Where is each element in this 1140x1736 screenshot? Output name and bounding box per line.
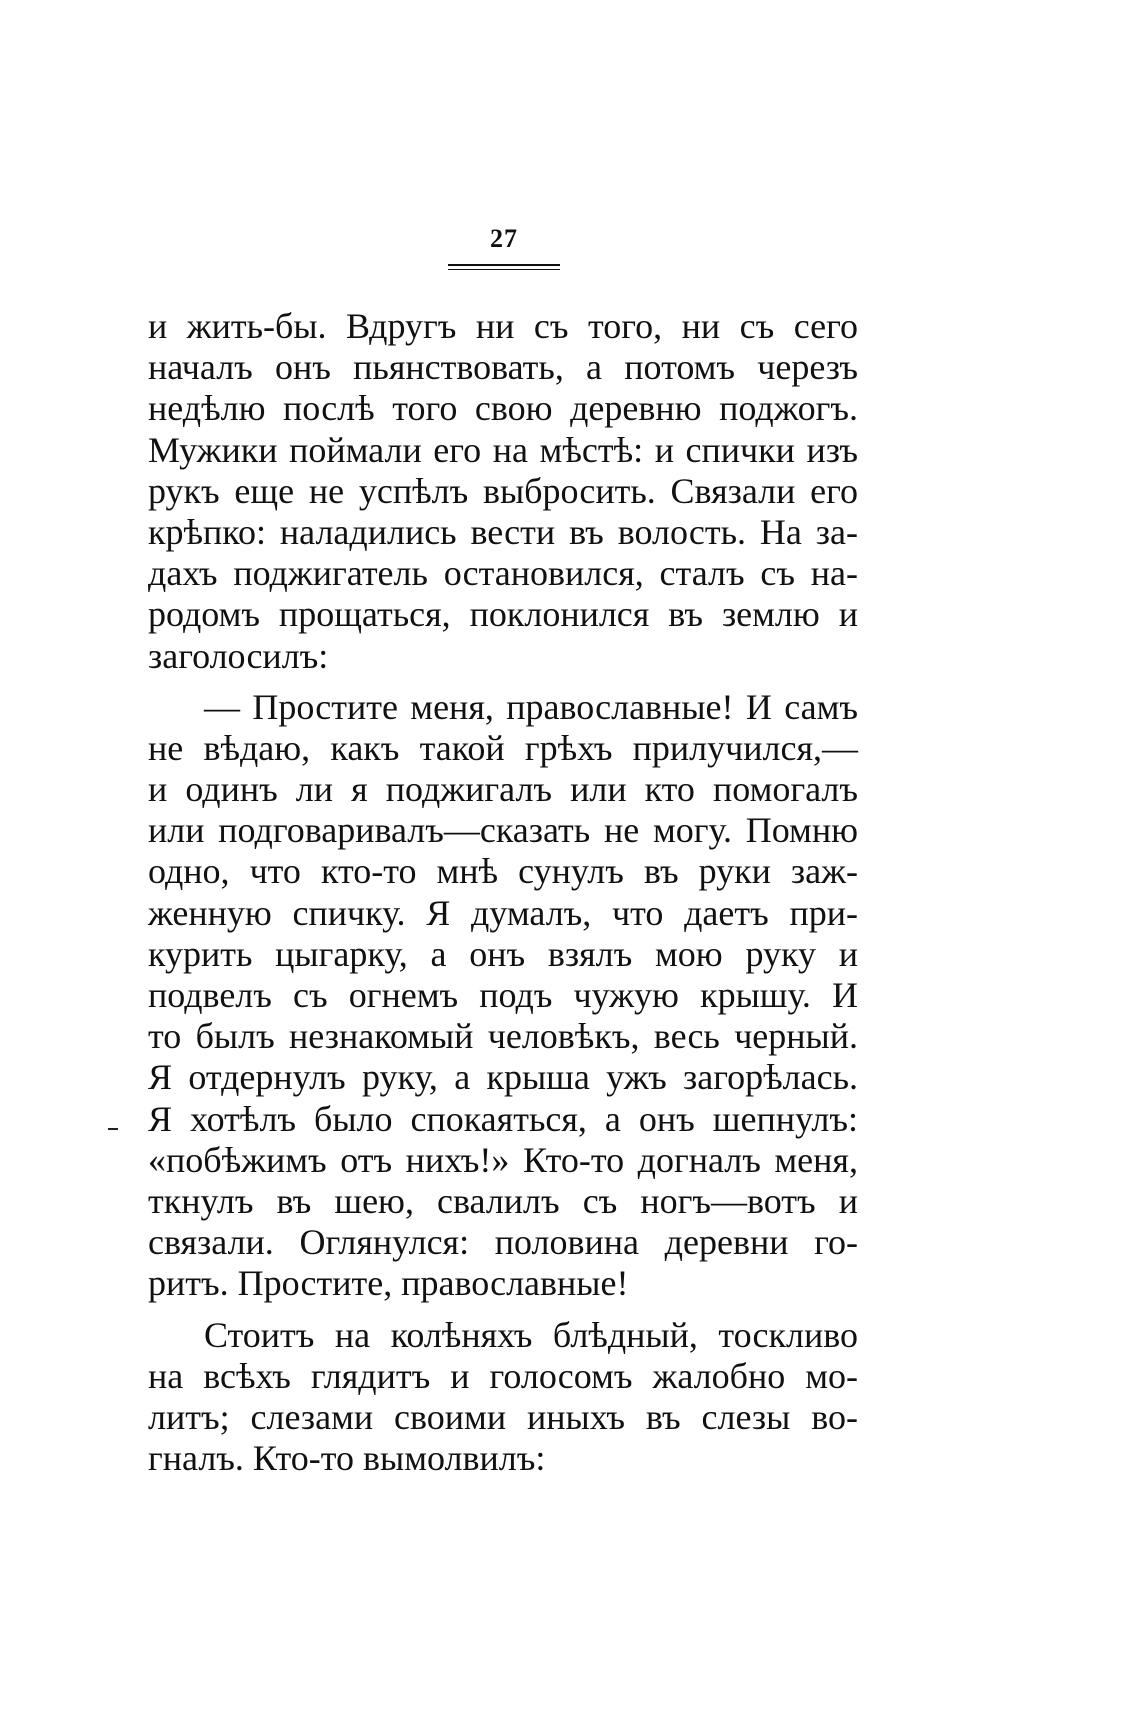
paragraph-3 — [148, 1315, 858, 1480]
text-line: женную спичку. Я думалъ, что даетъ при- — [148, 892, 858, 933]
text-line: литъ; слезами своими иныхъ въ слезы во- — [148, 1396, 858, 1437]
text-line: Я хотѣлъ было спокаяться, а онъ шепнулъ: — [148, 1098, 858, 1139]
text-line: курить цыгарку, а онъ взялъ мою руку и — [148, 933, 858, 974]
text-line: на всѣхъ глядитъ и голосомъ жалобно мо- — [148, 1355, 858, 1396]
text-line: Мужики поймали его на мѣстѣ: и спички изъ — [148, 429, 858, 470]
text-line: или подговаривалъ—сказать не могу. Помню — [148, 810, 858, 851]
header-rule — [448, 264, 560, 266]
text-line: и одинъ ли я поджигалъ или кто помогалъ — [148, 769, 858, 810]
text-line: началъ онъ пьянствовать, а потомъ черезъ — [148, 347, 858, 388]
header-rule-thin — [448, 269, 560, 270]
text-line: ритъ. Простите, православные! — [148, 1263, 629, 1304]
text-line: крѣпко: наладились вести въ волость. На за- — [148, 511, 858, 552]
text-line: Стоитъ на колѣняхъ блѣдный, тоскливо — [204, 1314, 858, 1355]
body-text — [148, 306, 858, 1479]
paragraph-gap — [148, 677, 858, 687]
text-line: «побѣжимъ отъ нихъ!» Кто-то догналъ меня, — [148, 1139, 858, 1180]
text-line: ткнулъ въ шею, свалилъ съ ногъ—вотъ и — [148, 1180, 858, 1221]
text-line: недѣлю послѣ того свою деревню поджогъ. — [148, 388, 858, 429]
text-line: гналъ. Кто-то вымолвилъ: — [148, 1438, 546, 1479]
paragraph-1 — [148, 306, 858, 677]
text-line: одно, что кто-то мнѣ сунулъ въ руки заж- — [148, 851, 858, 892]
text-line: родомъ прощаться, поклонился въ землю и — [148, 594, 858, 635]
text-line: подвелъ съ огнемъ подъ чужую крышу. И — [148, 975, 858, 1015]
text-line: и жить-бы. Вдругъ ни съ того, ни съ сего — [148, 306, 858, 346]
paragraph-2 — [148, 687, 858, 1305]
text-line: Я отдернулъ руку, а крыша ужъ загорѣлась. — [148, 1057, 858, 1098]
margin-mark — [108, 1128, 118, 1130]
text-line: рукъ еще не успѣлъ выбросить. Связали его — [148, 470, 858, 511]
text-line: не вѣдаю, какъ такой грѣхъ прилучился,— — [148, 727, 858, 768]
text-line: связали. Оглянулся: половина деревни го- — [148, 1222, 858, 1263]
text-line: то былъ незнакомый человѣкъ, весь черный. — [148, 1016, 858, 1057]
text-line: дахъ поджигатель остановился, сталъ съ на- — [148, 553, 858, 594]
page-number: 27 — [490, 224, 518, 253]
text-line: — Простите меня, православные! И самъ — [204, 686, 858, 727]
text-line: заголосилъ: — [148, 635, 329, 676]
paragraph-gap — [148, 1305, 858, 1315]
